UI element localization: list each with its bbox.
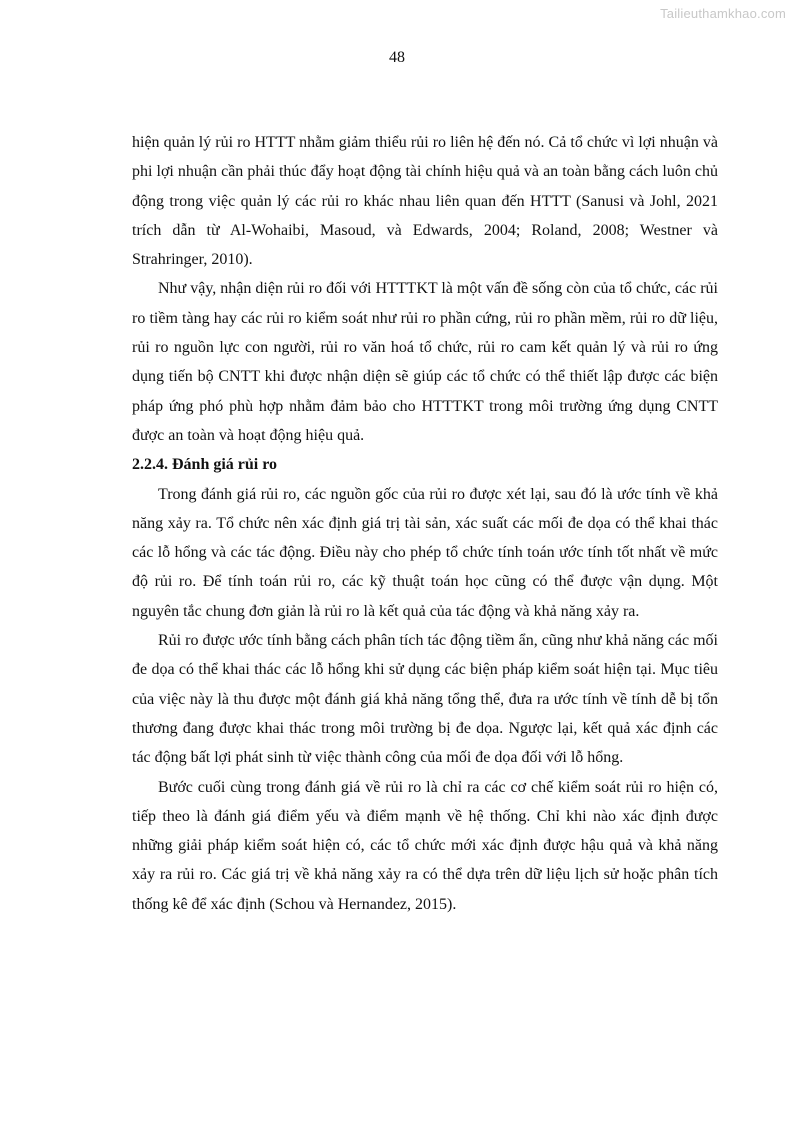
paragraph-final-step: Bước cuối cùng trong đánh giá về rủi ro là chỉ ra các cơ chế kiểm soát rủi ro hiện có, tiếp theo là đánh giá điểm yếu và điểm mạnh về hệ thống. Chỉ khi nào xác định được những giải pháp kiểm soát hiện có, các tổ chức mới xác định được hậu quả và khả năng xảy ra rủi ro. Các giá trị về khả năng xảy ra có thể dựa trên dữ liệu lịch sử hoặc phân tích thống kê để xác định (Schou và Hernandez, 2015).: [132, 778, 718, 913]
watermark: Tailieuthamkhao.com: [660, 6, 786, 21]
paragraph-risk-identification: Như vậy, nhận diện rủi ro đối với HTTTKT là một vấn đề sống còn của tổ chức, các rủi ro tiềm tàng hay các rủi ro kiểm soát như rủi ro phần cứng, rủi ro phần mềm, rủi ro dữ liệu, rủi ro nguồn lực con người, rủi ro văn hoá tổ chức, rủi ro cam kết quản lý và rủi ro ứng dụng tiến bộ CNTT khi được nhận diện sẽ giúp các tổ chức có thể thiết lập được các biện pháp ứng phó phù hợp nhằm đảm bảo cho HTTTKT trong môi trường ứng dụng CNTT được an toàn và hoạt động hiệu quả.: [132, 280, 718, 444]
paragraph-risk-estimation: Rủi ro được ước tính bằng cách phân tích tác động tiềm ẩn, cũng như khả năng các mối đe dọa có thể khai thác các lỗ hổng khi sử dụng các biện pháp kiểm soát hiện tại. Mục tiêu của việc này là thu được một đánh giá khả năng tổng thể, đưa ra ước tính về tính dễ bị tổn thương đang được khai thác trong môi trường bị đe dọa. Ngược lại, kết quả xác định các tác động bất lợi phát sinh từ việc thành công của mối đe dọa đối với lỗ hổng.: [132, 632, 718, 767]
section-heading: 2.2.4. Đánh giá rủi ro: [132, 456, 278, 474]
page-number: 48: [389, 49, 405, 66]
paragraph-risk-assessment-intro: Trong đánh giá rủi ro, các nguồn gốc của rủi ro được xét lại, sau đó là ước tính về khả năng xảy ra. Tổ chức nên xác định giá trị tài sản, xác suất các mối đe dọa có thể khai thác các lỗ hổng và các tác động. Điều này cho phép tổ chức tính toán ước tính tốt nhất về mức độ rủi ro. Để tính toán rủi ro, các kỹ thuật toán học cũng có thể được vận dụng. Một nguyên tắc chung đơn giản là rủi ro là kết quả của tác động và khả năng xảy ra.: [132, 485, 718, 620]
page-body: [132, 128, 718, 919]
paragraph-continuation: hiện quản lý rủi ro HTTT nhằm giảm thiểu rủi ro liên hệ đến nó. Cả tổ chức vì lợi nhuận và phi lợi nhuận cần phải thúc đẩy hoạt động tài chính hiệu quả và an toàn bằng cách luôn chủ động trong việc quản lý các rủi ro khác nhau liên quan đến HTTT (Sanusi và Johl, 2021 trích dẫn từ Al-Wohaibi, Masoud, và Edwards, 2004; Roland, 2008; Westner và Strahringer, 2010).: [132, 134, 718, 269]
